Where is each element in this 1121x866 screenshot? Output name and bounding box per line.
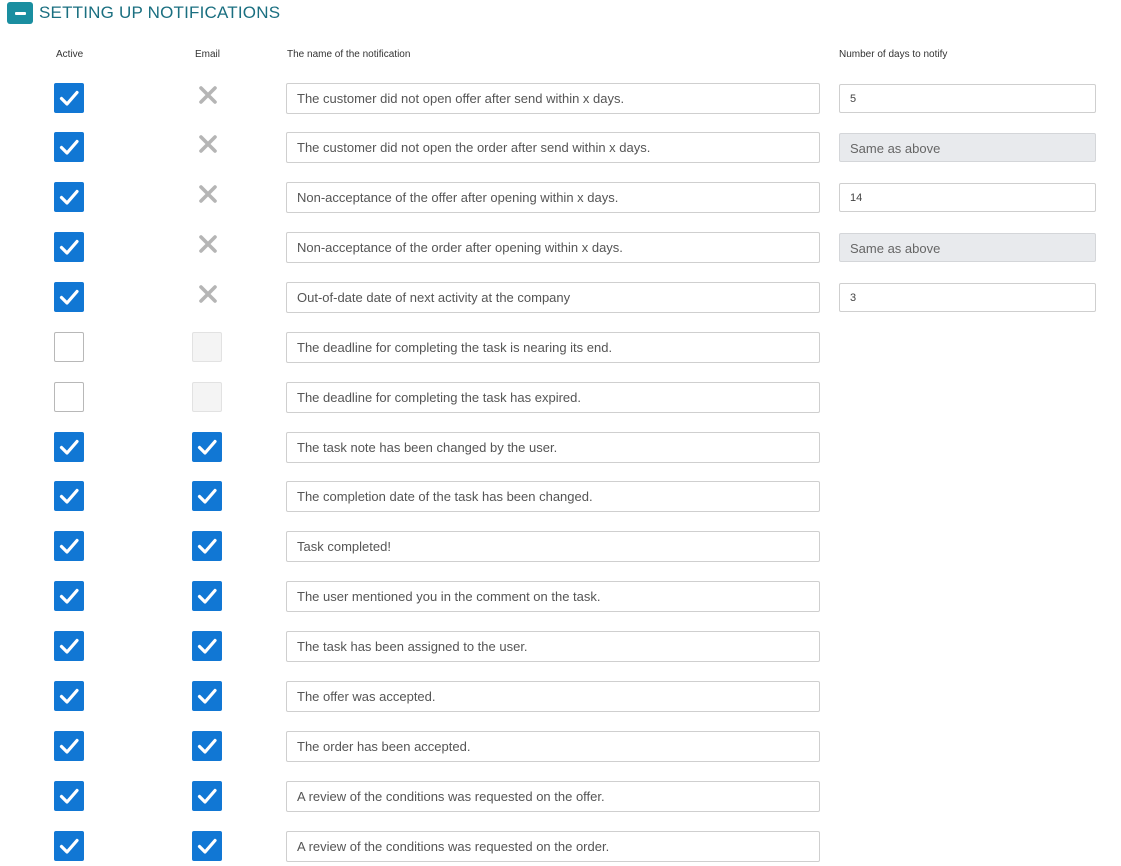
column-header-active: Active — [56, 49, 84, 60]
active-checkbox[interactable] — [54, 581, 84, 611]
notification-row — [0, 183, 1121, 215]
active-checkbox[interactable] — [54, 781, 84, 811]
notification-name-field[interactable]: The task note has been changed by the user. — [286, 432, 820, 463]
notification-name-field[interactable]: The customer did not open offer after send within x days. — [286, 83, 820, 114]
active-checkbox[interactable] — [54, 831, 84, 861]
email-checkbox[interactable] — [192, 781, 222, 811]
checkmark-icon — [196, 485, 218, 507]
checkmark-icon — [58, 535, 80, 557]
notification-row — [0, 233, 1121, 265]
checkmark-icon — [58, 685, 80, 707]
email-checkbox[interactable] — [192, 631, 222, 661]
notification-row — [0, 832, 1121, 864]
active-checkbox[interactable] — [54, 432, 84, 462]
active-checkbox[interactable] — [54, 481, 84, 511]
email-checkbox[interactable] — [192, 432, 222, 462]
checkmark-icon — [58, 835, 80, 857]
email-checkbox — [192, 332, 222, 362]
notification-name-field[interactable]: The order has been accepted. — [286, 731, 820, 762]
notification-name-field[interactable]: Non-acceptance of the order after opening within x days. — [286, 232, 820, 263]
active-checkbox[interactable] — [54, 631, 84, 661]
active-checkbox[interactable] — [54, 332, 84, 362]
collapse-button[interactable] — [7, 2, 33, 24]
checkmark-icon — [196, 735, 218, 757]
checkmark-icon — [58, 436, 80, 458]
email-checkbox[interactable] — [192, 481, 222, 511]
notification-name-field[interactable]: A review of the conditions was requested on the offer. — [286, 781, 820, 812]
email-unavailable-x-icon — [197, 84, 219, 106]
days-to-notify-field[interactable]: 14 — [839, 183, 1096, 212]
notification-row — [0, 482, 1121, 514]
checkmark-icon — [196, 535, 218, 557]
notification-row — [0, 732, 1121, 764]
email-checkbox[interactable] — [192, 831, 222, 861]
checkmark-icon — [196, 785, 218, 807]
checkmark-icon — [58, 735, 80, 757]
active-checkbox[interactable] — [54, 681, 84, 711]
days-to-notify-field: Same as above — [839, 233, 1096, 262]
notification-name-field[interactable]: Task completed! — [286, 531, 820, 562]
column-header-email: Email — [195, 49, 221, 60]
notification-row — [0, 682, 1121, 714]
section-header — [7, 0, 280, 26]
notification-name-field[interactable]: The deadline for completing the task has expired. — [286, 382, 820, 413]
checkmark-icon — [58, 236, 80, 258]
checkmark-icon — [196, 436, 218, 458]
email-checkbox[interactable] — [192, 581, 222, 611]
email-checkbox[interactable] — [192, 731, 222, 761]
notification-name-field[interactable]: The customer did not open the order after send within x days. — [286, 132, 820, 163]
active-checkbox[interactable] — [54, 382, 84, 412]
notification-row — [0, 582, 1121, 614]
email-unavailable-x-icon — [197, 133, 219, 155]
column-header-days: Number of days to notify — [839, 49, 948, 60]
days-to-notify-field[interactable]: 5 — [839, 84, 1096, 113]
notification-row — [0, 84, 1121, 116]
notification-name-field[interactable]: The completion date of the task has been changed. — [286, 481, 820, 512]
notification-row — [0, 283, 1121, 315]
notification-name-field[interactable]: The task has been assigned to the user. — [286, 631, 820, 662]
notification-name-field[interactable]: The user mentioned you in the comment on the task. — [286, 581, 820, 612]
checkmark-icon — [196, 835, 218, 857]
notification-name-field[interactable]: The deadline for completing the task is nearing its end. — [286, 332, 820, 363]
checkmark-icon — [58, 87, 80, 109]
notification-row — [0, 782, 1121, 814]
notification-name-field[interactable]: Non-acceptance of the offer after opening within x days. — [286, 182, 820, 213]
notification-row — [0, 532, 1121, 564]
section-title: SETTING UP NOTIFICATIONS — [39, 3, 281, 22]
checkmark-icon — [58, 785, 80, 807]
active-checkbox[interactable] — [54, 531, 84, 561]
notification-row — [0, 133, 1121, 165]
checkmark-icon — [58, 585, 80, 607]
active-checkbox[interactable] — [54, 731, 84, 761]
email-unavailable-x-icon — [197, 233, 219, 255]
notification-row — [0, 632, 1121, 664]
checkmark-icon — [58, 136, 80, 158]
active-checkbox[interactable] — [54, 182, 84, 212]
active-checkbox[interactable] — [54, 132, 84, 162]
notification-row — [0, 383, 1121, 415]
notification-row — [0, 433, 1121, 465]
active-checkbox[interactable] — [54, 232, 84, 262]
checkmark-icon — [58, 186, 80, 208]
column-header-name: The name of the notification — [287, 49, 411, 60]
days-to-notify-field[interactable]: 3 — [839, 283, 1096, 312]
notification-name-field[interactable]: A review of the conditions was requested on the order. — [286, 831, 820, 862]
email-unavailable-x-icon — [197, 283, 219, 305]
checkmark-icon — [58, 286, 80, 308]
email-checkbox — [192, 382, 222, 412]
checkmark-icon — [58, 635, 80, 657]
notification-row — [0, 333, 1121, 365]
checkmark-icon — [58, 485, 80, 507]
checkmark-icon — [196, 635, 218, 657]
days-to-notify-field: Same as above — [839, 133, 1096, 162]
active-checkbox[interactable] — [54, 83, 84, 113]
minus-icon — [15, 12, 26, 15]
notification-name-field[interactable]: Out-of-date date of next activity at the company — [286, 282, 820, 313]
email-checkbox[interactable] — [192, 531, 222, 561]
email-unavailable-x-icon — [197, 183, 219, 205]
email-checkbox[interactable] — [192, 681, 222, 711]
checkmark-icon — [196, 685, 218, 707]
active-checkbox[interactable] — [54, 282, 84, 312]
checkmark-icon — [196, 585, 218, 607]
notification-name-field[interactable]: The offer was accepted. — [286, 681, 820, 712]
